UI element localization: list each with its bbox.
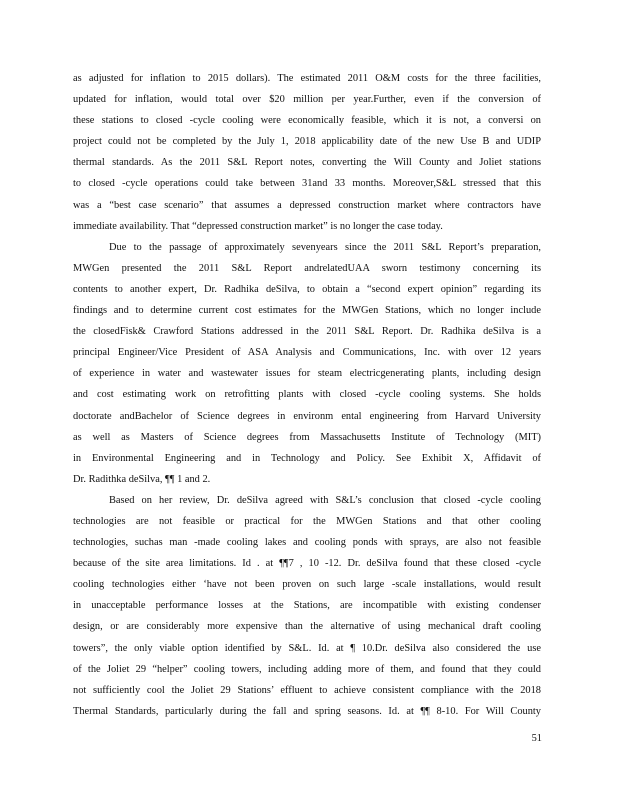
text-line: was a “best case scenario” that assumes a depressed construction market where contractors have: [73, 199, 541, 211]
text-line: principal Engineer/Vice President of ASA Analysis and Communications, Inc. with over 12 years: [73, 347, 541, 359]
text-line: these stations to closed -cycle cooling were economically feasible, which it is not, a conversi on: [73, 115, 541, 127]
text-line: immediate availability. That “depressed construction market” is no longer the case today.: [73, 220, 443, 232]
text-line: and cost estimating work on retrofitting plants with closed -cycle cooling systems. She holds: [73, 389, 541, 401]
text-line: the closedFisk& Crawford Stations addressed in the 2011 S&L Report. Dr. Radhika deSilva is a: [73, 326, 541, 338]
text-line: of experience in water and wastewater issues for steam electricgenerating plants, including design: [73, 368, 541, 380]
text-line: design, or are considerably more expensive than the alternative of using mechanical draft cooling: [73, 621, 541, 633]
text-line: thermal standards. As the 2011 S&L Report notes, converting the Will County and Joliet stations: [73, 157, 541, 169]
text-line: because of the site area limitations. Id . at ¶¶7 , 10 -12. Dr. deSilva found that these closed -cycle: [73, 558, 541, 570]
text-line: to closed -cycle operations could take between 31and 33 months. Moreover,S&L stressed that this: [73, 178, 541, 190]
text-line: technologies, suchas man -made cooling lakes and cooling ponds with sprays, are also not feasible: [73, 537, 541, 549]
text-line: Based on her review, Dr. deSilva agreed with S&L’s conclusion that closed -cycle cooling: [109, 494, 541, 506]
text-line: in unacceptable performance losses at the Stations, are incompatible with existing condenser: [73, 600, 541, 612]
text-line: findings and to determine current cost estimates for the MWGen Stations, which no longer include: [73, 305, 541, 317]
text-line: towers”, the only viable option identified by S&L. Id. at ¶ 10.Dr. deSilva also considered the use: [73, 642, 541, 654]
text-line: updated for inflation, would total over $20 million per year.Further, even if the conversion of: [73, 94, 541, 106]
text-line: as adjusted for inflation to 2015 dollars). The estimated 2011 O&M costs for the three facilities,: [73, 73, 541, 84]
text-line: Due to the passage of approximately sevenyears since the 2011 S&L Report’s preparation,: [109, 241, 541, 253]
text-line: technologies are not feasible or practical for the MWGen Stations and that other cooling: [73, 515, 541, 527]
text-line: doctorate andBachelor of Science degrees in environm ental engineering from Harvard University: [73, 410, 541, 422]
text-line: as well as Masters of Science degrees from Massachusetts Institute of Technology (MIT): [73, 431, 541, 443]
text-line: of the Joliet 29 “helper” cooling towers, including adding more of them, and found that they could: [73, 663, 541, 675]
text-line: Thermal Standards, particularly during the fall and spring seasons. Id. at ¶¶ 8-10. For Will County: [73, 705, 541, 717]
text-line: cooling technologies either ‘have not been proven on such large -scale installations, would result: [73, 579, 541, 591]
text-line: MWGen presented the 2011 S&L Report andrelatedUAA sworn testimony concerning its: [73, 262, 541, 274]
text-line: not sufficiently cool the Joliet 29 Stations’ effluent to achieve consistent compliance with the 2018: [73, 684, 541, 696]
page-number: 51: [531, 733, 542, 744]
text-line: contents to another expert, Dr. Radhika deSilva, to obtain a “second expert opinion” regarding its: [73, 283, 541, 295]
text-line: project could not be completed by the July 1, 2018 applicability date of the new Use B and UDIP: [73, 136, 541, 148]
text-line: in Environmental Engineering and in Technology and Policy. See Exhibit X, Affidavit of: [73, 452, 541, 464]
text-line: Dr. Radithka deSilva, ¶¶ 1 and 2.: [73, 473, 211, 485]
body-text: [73, 68, 541, 722]
